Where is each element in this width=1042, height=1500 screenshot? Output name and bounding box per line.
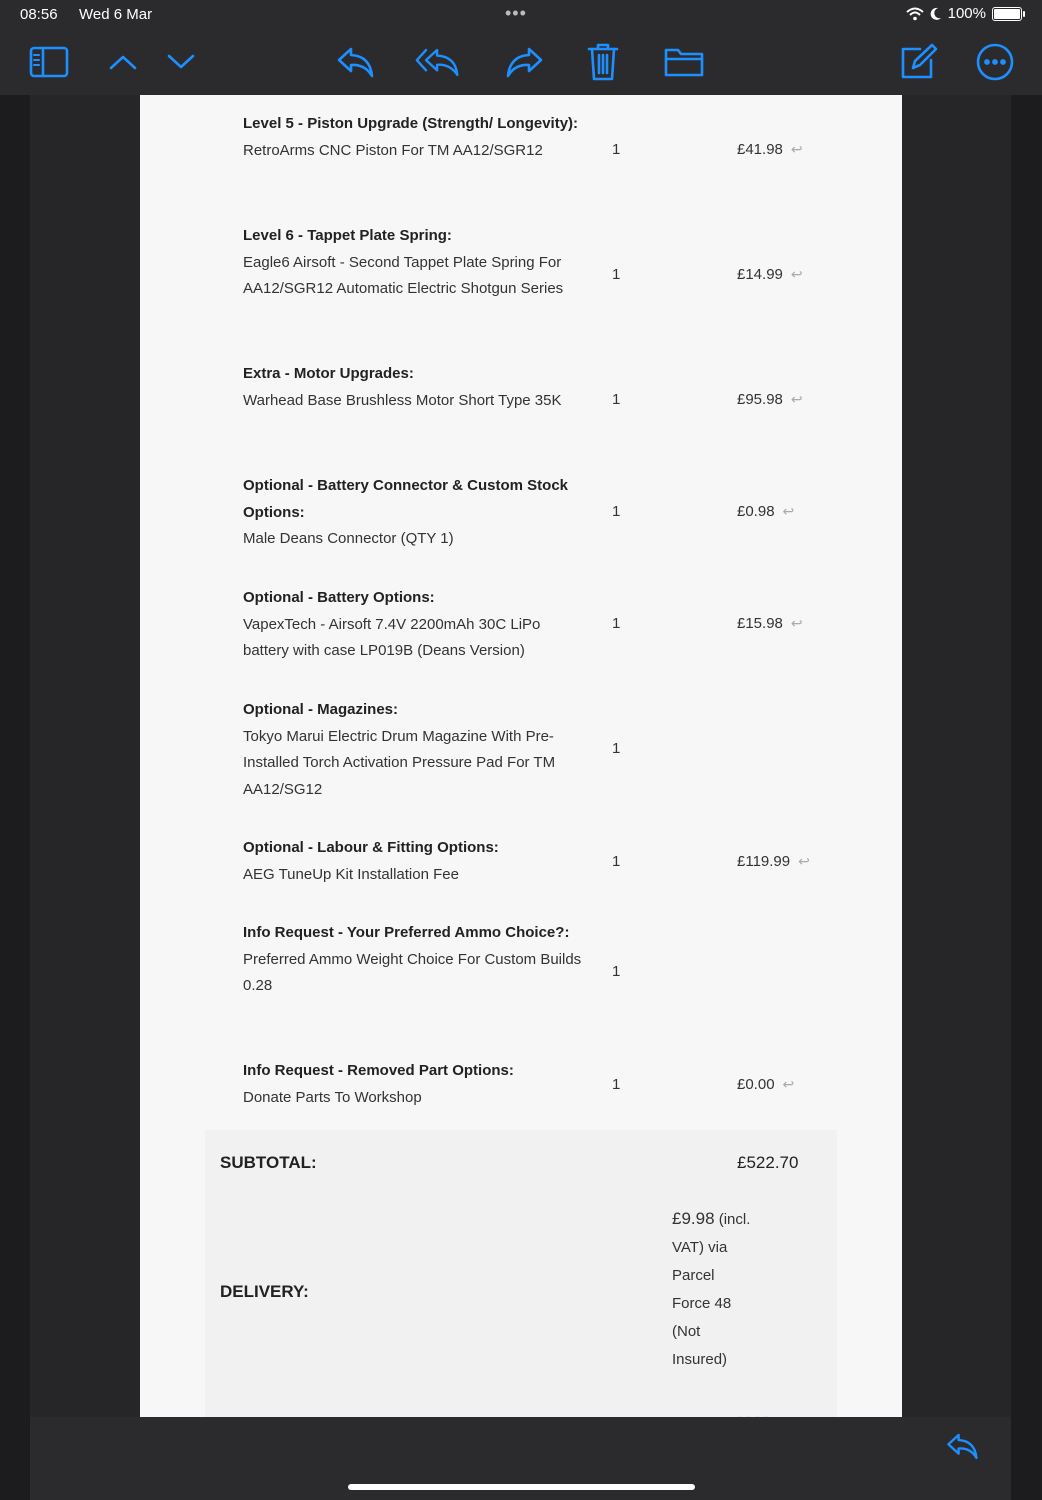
item-price-value: £14.99 xyxy=(737,266,783,283)
item-description xyxy=(243,585,583,665)
item-qty: 1 xyxy=(612,853,621,870)
item-description xyxy=(243,920,583,1000)
order-item xyxy=(205,697,621,803)
trash-icon xyxy=(586,42,620,82)
cut-off-text: - - - - xyxy=(738,1408,769,1417)
item-price xyxy=(737,141,803,158)
item-detail: AEG TuneUp Kit Installation Fee xyxy=(243,865,459,883)
item-description xyxy=(243,473,583,553)
item-price xyxy=(737,615,803,632)
item-title: Extra - Motor Upgrades: xyxy=(243,365,414,382)
compose-icon xyxy=(898,43,938,81)
item-price xyxy=(737,503,794,520)
status-time: 08:56 xyxy=(20,6,58,23)
order-item xyxy=(205,361,803,414)
move-to-folder-button[interactable] xyxy=(661,40,707,84)
right-gutter xyxy=(902,95,1011,1417)
bottom-reply-button[interactable] xyxy=(942,1428,982,1464)
item-description xyxy=(243,835,583,888)
item-qty: 1 xyxy=(612,266,621,283)
item-title: Optional - Magazines: xyxy=(243,701,399,718)
next-message-button[interactable] xyxy=(158,40,204,84)
return-arrow-icon: ↩ xyxy=(790,141,803,157)
delivery-label: DELIVERY: xyxy=(220,1282,309,1301)
order-item xyxy=(205,1058,795,1111)
right-edge xyxy=(1011,95,1042,1500)
item-price-value: £15.98 xyxy=(737,615,783,632)
return-arrow-icon: ↩ xyxy=(790,266,803,282)
item-qty: 1 xyxy=(612,615,621,632)
return-arrow-icon: ↩ xyxy=(782,503,795,519)
folder-icon xyxy=(663,45,705,79)
item-detail: Male Deans Connector (QTY 1) xyxy=(243,530,454,548)
chevron-down-icon xyxy=(166,52,196,72)
item-price-value: £95.98 xyxy=(737,391,783,408)
item-price xyxy=(737,266,803,283)
sidebar-icon xyxy=(29,46,69,78)
status-right xyxy=(906,5,1022,22)
item-price-value: £0.98 xyxy=(737,503,775,520)
item-detail: Donate Parts To Workshop xyxy=(243,1088,422,1106)
order-item xyxy=(205,223,803,303)
item-price xyxy=(737,391,803,408)
item-price-value: £0.00 xyxy=(737,1076,775,1093)
wifi-icon xyxy=(906,7,924,21)
delivery-value xyxy=(672,1205,752,1374)
left-edge xyxy=(0,95,30,1500)
return-arrow-icon: ↩ xyxy=(798,853,810,869)
item-price-value: £41.98 xyxy=(737,141,783,158)
item-price xyxy=(737,1076,794,1093)
item-description xyxy=(243,697,583,803)
item-qty: 1 xyxy=(612,740,621,757)
forward-button[interactable] xyxy=(502,40,548,84)
item-title: Level 6 - Tappet Plate Spring: xyxy=(243,227,452,244)
item-qty: 1 xyxy=(612,963,621,980)
moon-icon xyxy=(930,7,942,21)
item-detail: Preferred Ammo Weight Choice For Custom Builds 0.28 xyxy=(243,950,582,995)
reply-icon xyxy=(335,45,375,79)
home-indicator[interactable] xyxy=(348,1484,695,1490)
delivery-note: (incl. VAT) via Parcel Force 48 (Not Insured) xyxy=(672,1211,751,1368)
item-price-value: £119.99 xyxy=(737,853,791,870)
previous-message-button[interactable] xyxy=(100,40,146,84)
chevron-up-icon xyxy=(108,52,138,72)
reply-button[interactable] xyxy=(332,40,378,84)
email-body[interactable] xyxy=(140,95,902,1417)
delivery-amount: £9.98 xyxy=(672,1209,715,1228)
item-description xyxy=(243,361,583,414)
item-qty: 1 xyxy=(612,503,621,520)
more-icon xyxy=(975,42,1015,82)
item-qty: 1 xyxy=(612,391,621,408)
order-item xyxy=(205,835,810,888)
item-title: Optional - Battery Connector & Custom Stock Options: xyxy=(243,477,569,521)
item-price xyxy=(737,853,810,870)
delete-button[interactable] xyxy=(580,40,626,84)
order-item xyxy=(205,111,803,164)
more-options-button[interactable] xyxy=(972,40,1018,84)
return-arrow-icon: ↩ xyxy=(790,391,803,407)
item-detail: VapexTech - Airsoft 7.4V 2200mAh 30C LiPo battery with case LP019B (Deans Version) xyxy=(243,615,541,660)
sidebar-toggle-button[interactable] xyxy=(26,40,72,84)
mail-toolbar xyxy=(0,30,1042,95)
item-description xyxy=(243,111,583,164)
multitasking-dots[interactable]: ••• xyxy=(505,3,527,23)
item-detail: Eagle6 Airsoft - Second Tappet Plate Spring For AA12/SGR12 Automatic Electric Shotgun Series xyxy=(243,253,564,298)
return-arrow-icon: ↩ xyxy=(790,615,803,631)
forward-icon xyxy=(505,45,545,79)
status-date: Wed 6 Mar xyxy=(79,6,153,23)
item-title: Info Request - Removed Part Options: xyxy=(243,1062,514,1079)
battery-percent: 100% xyxy=(947,5,986,22)
item-title: Optional - Battery Options: xyxy=(243,589,435,606)
item-description xyxy=(243,223,583,303)
order-item xyxy=(205,585,803,665)
item-detail: Warhead Base Brushless Motor Short Type 35K xyxy=(243,391,562,409)
subtotal-value: £522.70 xyxy=(737,1153,799,1172)
order-item xyxy=(205,920,621,1000)
item-title: Optional - Labour & Fitting Options: xyxy=(243,839,499,856)
reply-all-button[interactable] xyxy=(415,40,461,84)
reply-all-icon xyxy=(415,45,461,79)
compose-button[interactable] xyxy=(895,40,941,84)
item-qty: 1 xyxy=(612,1076,621,1093)
left-gutter xyxy=(30,95,140,1417)
order-item xyxy=(205,473,795,553)
item-title: Info Request - Your Preferred Ammo Choice?: xyxy=(243,924,570,941)
battery-icon xyxy=(992,7,1022,21)
item-qty: 1 xyxy=(612,141,621,158)
item-detail: Tokyo Marui Electric Drum Magazine With Pre-Installed Torch Activation Pressure Pad For TM AA12/SG12 xyxy=(243,727,556,798)
subtotal-label: SUBTOTAL: xyxy=(220,1153,317,1172)
item-title: Level 5 - Piston Upgrade (Strength/ Longevity): xyxy=(243,115,579,132)
item-description xyxy=(243,1058,583,1111)
item-detail: RetroArms CNC Piston For TM AA12/SGR12 xyxy=(243,141,543,159)
return-arrow-icon: ↩ xyxy=(782,1076,795,1092)
status-bar xyxy=(0,0,1042,30)
reply-icon xyxy=(945,1431,979,1461)
